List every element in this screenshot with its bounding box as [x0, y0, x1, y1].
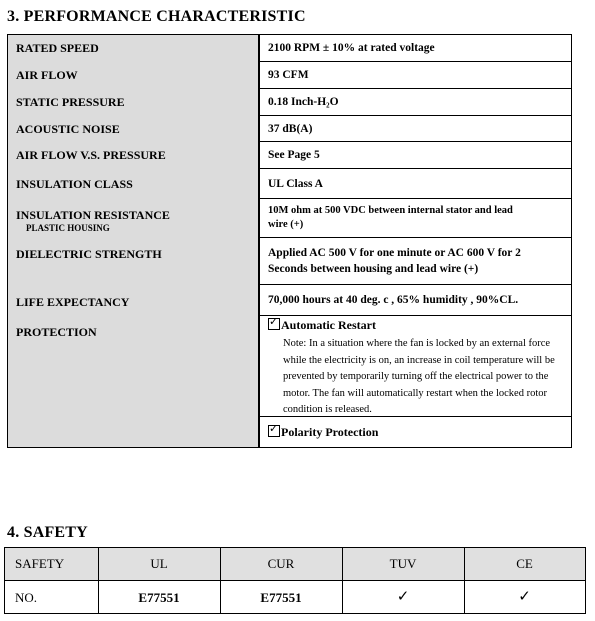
- label-acoustic-noise: ACOUSTIC NOISE: [16, 122, 120, 136]
- label-air-flow-vs-pressure: AIR FLOW V.S. PRESSURE: [16, 148, 166, 162]
- auto-restart-note: Note: In a situation where the fan is locked by an external force while the electricity is on, an increase in coil temperature will be prevented by temporarily turning off the electrical power to the motor. The fan will automatically restart when the locked rotor condition is released.: [283, 338, 555, 415]
- row-divider: [259, 61, 572, 62]
- value-acoustic-noise: 37 dB(A): [268, 123, 313, 135]
- label-air-flow: AIR FLOW: [16, 68, 78, 82]
- ce-check-icon: ✓: [518, 587, 531, 605]
- label-rated-speed: RATED SPEED: [16, 41, 99, 55]
- auto-restart-item: [268, 318, 376, 333]
- value-insulation-resistance: 10M ohm at 500 VDC between internal stator and lead wire (+): [268, 205, 513, 230]
- row-divider: [5, 580, 585, 581]
- value-static-pressure: 0.18 Inch-H₂O: [268, 96, 339, 108]
- performance-heading: 3. PERFORMANCE CHARACTERISTIC: [7, 8, 306, 25]
- label-protection: PROTECTION: [16, 325, 97, 339]
- checked-box-icon: [268, 425, 280, 437]
- value-air-flow: 93 CFM: [268, 69, 309, 81]
- row-divider: [259, 284, 572, 285]
- row-divider: [259, 115, 572, 116]
- row-divider: [259, 315, 572, 316]
- safety-header-safety: SAFETY: [15, 556, 65, 571]
- safety-table: [4, 547, 586, 614]
- right-border: [571, 34, 572, 448]
- polarity-protection-item: [268, 425, 378, 440]
- auto-restart-label: Automatic Restart: [281, 318, 376, 332]
- label-insulation-resistance: INSULATION RESISTANCE: [16, 208, 170, 222]
- label-insulation-class: INSULATION CLASS: [16, 177, 133, 191]
- safety-header-tuv: TUV: [389, 556, 417, 571]
- value-dielectric-strength: Applied AC 500 V for one minute or AC 600 V for 2 Seconds between housing and lead wire (+): [268, 247, 521, 275]
- value-insulation-class: UL Class A: [268, 178, 323, 190]
- row-divider: [259, 168, 572, 169]
- row-divider: [259, 141, 572, 142]
- label-static-pressure: STATIC PRESSURE: [16, 95, 125, 109]
- tuv-check-icon: ✓: [396, 587, 410, 605]
- value-life-expectancy: 70,000 hours at 40 deg. c , 65% humidity , 90%CL.: [268, 294, 519, 306]
- row-divider: [259, 198, 572, 199]
- row-divider: [259, 88, 572, 89]
- safety-header-ce: CE: [516, 556, 533, 571]
- cur-number: E77551: [260, 590, 302, 605]
- ul-number: E77551: [138, 590, 180, 605]
- safety-heading: 4. SAFETY: [7, 524, 88, 541]
- label-plastic-housing: PLASTIC HOUSING: [26, 223, 110, 233]
- value-air-flow-vs-pressure: See Page 5: [268, 149, 320, 161]
- safety-row-label: NO.: [15, 590, 38, 605]
- label-life-expectancy: LIFE EXPECTANCY: [16, 295, 130, 309]
- row-divider: [259, 34, 572, 35]
- polarity-protection-label: Polarity Protection: [281, 425, 379, 439]
- safety-header-ul: UL: [150, 556, 168, 571]
- column-divider: [259, 34, 260, 448]
- performance-table: [7, 34, 572, 448]
- value-rated-speed: 2100 RPM ± 10% at rated voltage: [268, 42, 435, 54]
- row-divider: [259, 237, 572, 238]
- row-divider: [259, 447, 572, 448]
- label-dielectric-strength: DIELECTRIC STRENGTH: [16, 247, 162, 261]
- checked-box-icon: [268, 318, 280, 330]
- safety-header-cur: CUR: [267, 556, 295, 571]
